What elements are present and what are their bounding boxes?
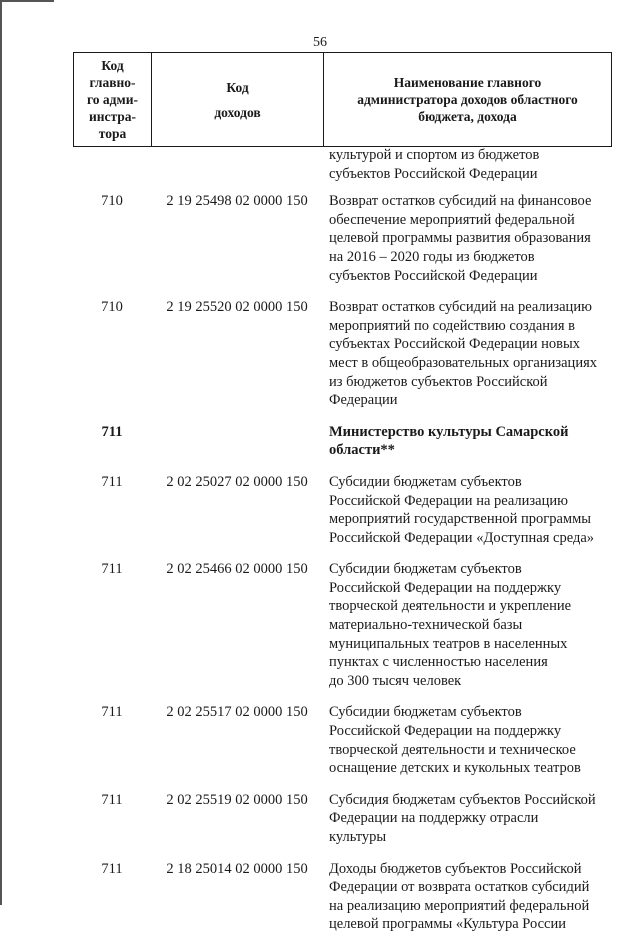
header-admin-line: тора — [98, 126, 127, 141]
name-line: субъектах Российской Федерации новых — [329, 336, 580, 353]
name-line: Федерации на поддержку отрасли — [329, 810, 539, 827]
name-cell — [323, 860, 611, 934]
header-name — [324, 53, 612, 147]
admin-code-cell: 711 — [101, 473, 123, 490]
header-name-line: Наименование главного — [393, 75, 542, 90]
name-cell — [323, 560, 611, 690]
header-admin-code — [74, 53, 152, 147]
name-cell — [323, 298, 611, 410]
table-row — [73, 560, 611, 690]
name-line: Возврат остатков субсидий на финансовое — [329, 193, 592, 210]
name-line: мероприятий государственной программы — [329, 511, 591, 528]
name-line: субъектов Российской Федерации — [329, 165, 538, 182]
table-row — [73, 703, 611, 777]
admin-code-cell: 711 — [101, 791, 123, 808]
name-line: мест в общеобразовательных организациях — [329, 354, 597, 371]
name-line: муниципальных театров в населенных — [329, 635, 568, 652]
name-line: целевой программы «Культура России — [329, 916, 567, 933]
scan-edge-top — [0, 0, 54, 2]
admin-code-cell: 710 — [101, 299, 123, 316]
income-code-cell: 2 18 25014 02 0000 150 — [166, 860, 308, 877]
admin-code-cell: 711 — [101, 423, 123, 440]
admin-code-cell — [73, 146, 151, 183]
name-line: культуры — [329, 829, 387, 845]
income-code-cell: 2 19 25498 02 0000 150 — [166, 193, 308, 210]
scan-edge-left — [0, 0, 2, 905]
header-admin-line: Код — [101, 58, 124, 73]
admin-code-cell: 711 — [101, 860, 123, 877]
name-cell — [323, 703, 611, 777]
name-line: Российской Федерации на поддержку — [329, 723, 562, 740]
name-line: субъектов Российской Федерации — [329, 267, 538, 284]
name-line: Субсидии бюджетам субъектов — [329, 561, 522, 578]
admin-code-cell: 711 — [101, 561, 123, 578]
name-line: до 300 тысяч человек — [329, 672, 462, 689]
name-line: мероприятий по содействию создания в — [329, 317, 575, 334]
name-line: Субсидия бюджетам субъектов Российской — [329, 791, 596, 808]
name-line: Российской Федерации на реализацию — [329, 492, 568, 509]
income-code-cell: 2 19 25520 02 0000 150 — [166, 299, 308, 316]
table-row — [73, 473, 611, 547]
name-cell — [323, 423, 611, 460]
name-line: на реализацию мероприятий федеральной — [329, 897, 590, 914]
name-line: Возврат остатков субсидий на реализацию — [329, 299, 592, 316]
table-row — [73, 192, 611, 285]
name-cell — [323, 146, 611, 183]
name-line: области** — [329, 442, 395, 459]
name-line: творческой деятельности и укрепление — [329, 598, 572, 615]
name-cell — [323, 791, 611, 847]
name-line: пунктах с численностью населения — [329, 654, 548, 671]
name-line: Министерство культуры Самарской — [329, 423, 569, 440]
name-line: Федерации от возврата остатков субсидий — [329, 879, 590, 896]
income-code-cell — [151, 423, 323, 460]
table-row — [73, 791, 611, 847]
income-code-cell: 2 02 25517 02 0000 150 — [166, 704, 308, 721]
name-line: оснащение детских и кукольных театров — [329, 760, 581, 777]
name-line: целевой программы развития образования — [329, 230, 591, 247]
admin-code-cell: 710 — [101, 193, 123, 210]
name-line: Субсидии бюджетам субъектов — [329, 704, 522, 721]
name-line: культурой и спортом из бюджетов — [329, 147, 540, 163]
name-line: из бюджетов субъектов Российской — [329, 373, 548, 390]
admin-code-cell: 711 — [101, 704, 123, 721]
header-admin-line: го адми- — [87, 92, 138, 107]
header-admin-line: инстра- — [88, 109, 137, 124]
header-name-line: администратора доходов областного — [357, 92, 578, 107]
header-admin-line: главно- — [89, 75, 136, 90]
income-code-cell — [151, 146, 323, 183]
name-line: Федерации — [329, 392, 398, 409]
name-line: обеспечение мероприятий федеральной — [329, 211, 575, 228]
name-line: Российской Федерации «Доступная среда» — [329, 529, 595, 546]
page-number: 56 — [313, 35, 327, 50]
table-row — [73, 298, 611, 410]
name-line: на 2016 – 2020 годы из бюджетов — [329, 248, 535, 265]
name-cell — [323, 473, 611, 547]
header-name-line: бюджета, дохода — [418, 109, 517, 124]
income-code-cell: 2 02 25519 02 0000 150 — [166, 791, 308, 808]
header-income-line: Код — [226, 79, 249, 95]
name-line: Доходы бюджетов субъектов Российской — [329, 860, 582, 877]
name-line: материально-технической базы — [329, 617, 523, 634]
table-header — [73, 52, 612, 147]
table-body — [73, 146, 611, 947]
table-row — [73, 146, 611, 183]
income-code-cell: 2 02 25027 02 0000 150 — [166, 473, 308, 490]
table-row — [73, 423, 611, 460]
header-income-line: доходов — [214, 104, 261, 120]
name-line: творческой деятельности и техническое — [329, 741, 576, 758]
name-cell — [323, 192, 611, 285]
name-line: Субсидии бюджетам субъектов — [329, 473, 522, 490]
income-code-cell: 2 02 25466 02 0000 150 — [166, 561, 308, 578]
name-line: Российской Федерации на поддержку — [329, 579, 562, 596]
header-income-code — [152, 53, 324, 147]
table-row — [73, 860, 611, 934]
